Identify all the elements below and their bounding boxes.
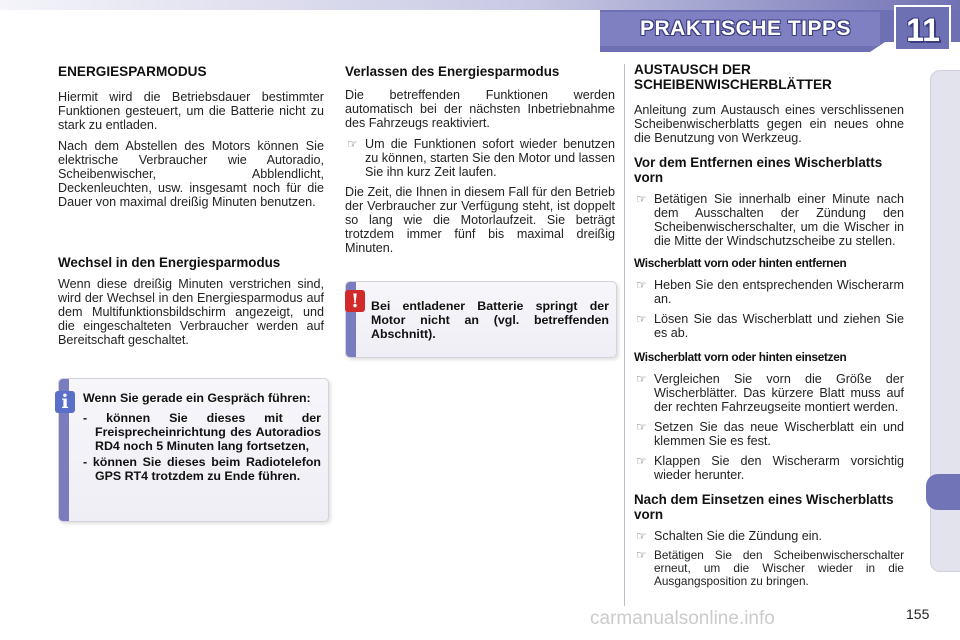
bullet-item: [634, 420, 904, 448]
bullet-item: [634, 529, 904, 543]
bullet-item: [634, 372, 904, 414]
info-box-item: - können Sie dieses beim Radiotelefon GPS RT4 trotzdem zu Ende führen.: [83, 455, 321, 483]
bullet-text: Schalten Sie die Zündung ein.: [654, 529, 823, 543]
warning-icon: !: [345, 290, 365, 312]
pointing-hand-icon: ☞: [636, 372, 647, 386]
pointing-hand-icon: ☞: [347, 137, 358, 151]
info-box-content: [83, 391, 321, 483]
pointing-hand-icon: ☞: [636, 312, 647, 326]
bullet-text: Heben Sie den entsprechenden Wischerarm an.: [654, 278, 904, 306]
paragraph: Die Zeit, die Ihnen in diesem Fall für den Betrieb der Verbraucher zur Verfügung steht, ist doppelt so lang wie die Motorlaufzeit. Sie beträgt trotzdem immer fünf bis maximal dreißig Minuten.: [345, 185, 615, 255]
bullet-text: Klappen Sie den Wischerarm vorsichtig wieder herunter.: [654, 454, 904, 482]
paragraph: Hiermit wird die Betriebsdauer bestimmter Funktionen gesteuert, um die Batterie nicht zu stark zu entladen.: [58, 90, 324, 132]
paragraph: Wenn diese dreißig Minuten verstrichen sind, wird der Wechsel in den Energiesparmodus auf dem Multifunktionsbildschirm angezeigt, und die eingeschalteten Verbraucher werden auf Bereitschaft geschaltet.: [58, 277, 324, 347]
paragraph: Die betreffenden Funktionen werden automatisch bei der nächsten Inbetriebnahme des Fahrzeugs reaktiviert.: [345, 88, 615, 130]
sub-heading-insert-blade: Wischerblatt vorn oder hinten einsetzen: [634, 350, 847, 364]
bullet-item: [634, 278, 904, 306]
warning-box-text: Bei entladener Batterie springt der Motor nicht an (vgl. betreffenden Abschnitt).: [371, 299, 609, 341]
bullet-item: [634, 454, 904, 482]
sub-heading-switch-mode: Wechsel in den Energiesparmodus: [58, 255, 281, 270]
info-box-title: Wenn Sie gerade ein Gespräch führen:: [83, 391, 311, 405]
bullet-item: [634, 312, 904, 340]
pointing-hand-icon: ☞: [636, 278, 647, 292]
column-leave-energy-saving: [345, 64, 615, 262]
bullet-text: Betätigen Sie innerhalb einer Minute nach dem Ausschalten der Zündung den Scheibenwischerschalter, um die Wischer in die Mitte der Windschutzscheibe zu stellen.: [654, 192, 904, 248]
bullet-text: Betätigen Sie den Scheibenwischerschalter erneut, um die Wischer wieder in die Ausgangsposition zu bringen.: [654, 548, 904, 588]
sub-heading-before-removal: Vor dem Entfernen eines Wischerblatts vorn: [634, 155, 883, 185]
bullet-text: Um die Funktionen sofort wieder benutzen zu können, starten Sie den Motor und lassen Sie ihn kurz Zeit laufen.: [365, 137, 615, 179]
bullet-item: [345, 137, 615, 179]
section-heading-wiper-replacement: AUSTAUSCH DER SCHEIBENWISCHERBLÄTTER: [634, 62, 832, 92]
paragraph: Nach dem Abstellen des Motors können Sie elektrische Verbraucher wie Autoradio, Scheibenwischer, Abblendlicht, Deckenleuchten, usw. insgesamt noch für die Dauer von maximal dreißig Minuten benutzen.: [58, 139, 324, 209]
bullet-text: Setzen Sie das neue Wischerblatt ein und klemmen Sie es fest.: [654, 420, 904, 448]
pointing-hand-icon: ☞: [636, 192, 647, 206]
info-box-item: - können Sie dieses mit der Freisprecheinrichtung des Autoradios RD4 noch 5 Minuten lang fortsetzen,: [83, 411, 321, 453]
info-icon: i: [55, 391, 75, 413]
pointing-hand-icon: ☞: [636, 420, 647, 434]
active-chapter-tab: [926, 474, 960, 510]
section-heading-energy-saving: ENERGIESPARMODUS: [58, 64, 207, 79]
bullet-item: [634, 192, 904, 248]
sub-heading-after-insertion: Nach dem Einsetzen eines Wischerblatts vorn: [634, 492, 894, 522]
column-wiper-blades: [634, 62, 904, 594]
header-band: [0, 0, 960, 56]
section-heading-leave-mode: Verlassen des Energiesparmodus: [345, 64, 560, 79]
warning-box: [345, 281, 617, 358]
info-box: [58, 378, 329, 522]
chapter-title: PRAKTISCHE TIPPS: [640, 17, 852, 40]
column-divider: [624, 64, 625, 606]
pointing-hand-icon: ☞: [636, 548, 647, 562]
bullet-text: Lösen Sie das Wischerblatt und ziehen Sie es ab.: [654, 312, 904, 340]
pointing-hand-icon: ☞: [636, 454, 647, 468]
column-energy-saving: [58, 64, 324, 216]
pointing-hand-icon: ☞: [636, 529, 647, 543]
bullet-text: Vergleichen Sie vorn die Größe der Wischerblätter. Das kürzere Blatt muss auf der rechten Fahrzeugseite montiert werden.: [654, 372, 904, 414]
column-energy-saving-switch: [58, 255, 324, 354]
bullet-item: [634, 549, 904, 588]
chapter-number: 11: [906, 12, 940, 48]
sub-heading-remove-blade: Wischerblatt vorn oder hinten entfernen: [634, 256, 847, 270]
paragraph: Anleitung zum Austausch eines verschlissenen Scheibenwischerblatts gegen ein neues ohne die Benutzung von Werkzeug.: [634, 103, 904, 145]
page-number: 155: [906, 606, 930, 622]
watermark: carmanualsonline.info: [590, 608, 775, 629]
